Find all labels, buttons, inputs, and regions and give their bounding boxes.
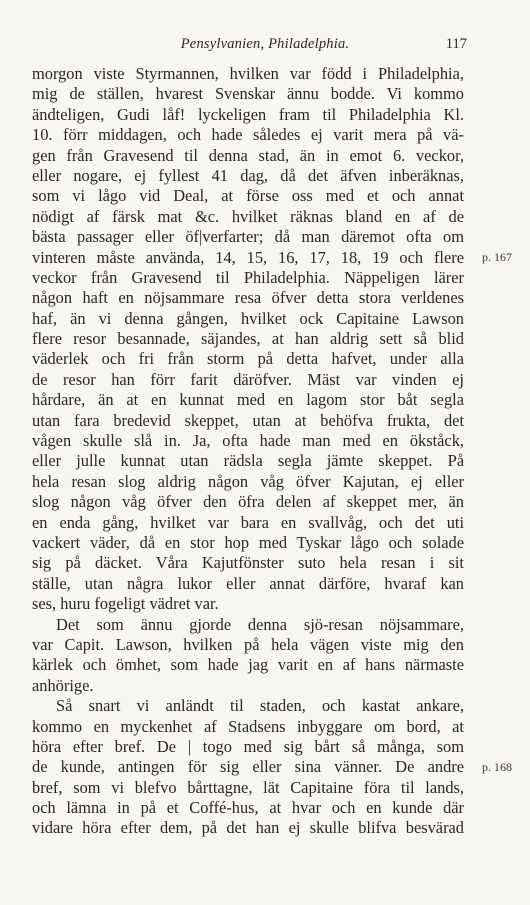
text-line: mig de ställen, hvarest Svenskar ännu bodde. Vi kommo [32, 84, 464, 104]
text-line: slog någon våg öfver den öfra delen af skeppet mer, än [32, 492, 464, 512]
text-line: haf, än vi denna gången, hvilket ock Capitaine Lawson [32, 308, 464, 328]
text-line: gen från Gravesend til denna stad, än in emot 6. veckor, [32, 145, 464, 165]
text-line: ställe, utan några lukor eller annat därföre, hvaraf kan [32, 573, 464, 593]
text-line: Det som ännu gjorde denna sjö-resan nöjsammare, [56, 614, 464, 634]
text-line: vågen skulle slå in. Ja, ofta hade man med en ökståck, [32, 431, 464, 451]
text-line: bästa passager eller öf|verfarter; då man däremot ofta om [32, 227, 464, 247]
margin-page-reference: p. 168 [482, 760, 512, 774]
text-line: kommo en myckenhet af Stadsens inbyggare om bord, at [32, 716, 464, 736]
text-line: morgon viste Styrmannen, hvilken var född i Philadelphia, [32, 64, 464, 83]
text-line: och lämna in på et Coffé-hus, at hvar och en kunde där [32, 798, 464, 818]
text-line: hela resan slog aldrig någon våg öfver Kajutan, ej eller [32, 471, 464, 491]
text-line: veckor från Gravesend til Philadelphia. Näppeligen lärer [32, 267, 464, 287]
body-text [32, 64, 464, 839]
text-line: vidare höra efter dem, på det han ej skulle blifva besvärad [32, 818, 464, 838]
margin-page-reference: p. 167 [482, 250, 512, 264]
text-line: var Capit. Lawson, hvilken på hela vägen viste mig den [32, 634, 464, 654]
text-line: som vi lågo vid Deal, at förse oss med et och annat [32, 186, 464, 206]
text-line: flere resor besannade, säjandes, at han aldrig sett så blid [32, 329, 464, 349]
page-number: 117 [445, 36, 467, 52]
text-line: någon haft en nöjsammare resa öfver detta stora verldenes [32, 288, 464, 308]
running-head [0, 36, 530, 56]
text-line: väderlek och fri från storm på detta hafvet, under alla [32, 349, 464, 369]
text-line: vackert väder, då en stor hop med Tyskar lågo och solade [32, 532, 464, 552]
text-line: de kunde, antingen för sig eller sina vänner. De andre [32, 757, 464, 777]
text-line: anhörige. [32, 675, 94, 695]
text-line: 10. förr middagen, och hade således ej varit mera på vä- [32, 125, 464, 145]
text-line: en enda gång, hvilket var bara en svallvåg, och det uti [32, 512, 464, 532]
text-line: vinteren måste använda, 14, 15, 16, 17, 18, 19 och flere [32, 247, 464, 267]
text-line: eller nogare, ej fyllest 41 dag, då det äfven inberäknas, [32, 165, 464, 185]
text-line: sig på däcket. Våra Kajutfönster suto hela resan i sit [32, 553, 464, 573]
running-title: Pensylvanien, Philadelphia. [180, 36, 350, 52]
text-line: de resor han förr farit däröfver. Mäst var vinden ej [32, 369, 464, 389]
text-line: nödigt af färsk mat &c. hvilket räknas bland en af de [32, 206, 464, 226]
text-line: höra efter bref. De | togo med sig bårt så många, som [32, 736, 464, 756]
text-line: kärlek och ömhet, som hade jag varit en af hans närmaste [32, 655, 464, 675]
text-line: Så snart vi anländt til staden, och kastat ankare, [56, 696, 464, 716]
text-line: utan fara bredevid skeppet, utan at behöfva frukta, det [32, 410, 464, 430]
text-line: ändteligen, Gudi låf! lyckeligen fram til Philadelphia Kl. [32, 104, 464, 124]
text-line: eller julle kunnat utan rädsla segla jämte skeppet. På [32, 451, 464, 471]
text-line: ses, huru fogeligt vädret var. [32, 594, 219, 614]
text-line: bref, som vi blefvo bårttagne, lät Capitaine föra til lands, [32, 777, 464, 797]
text-line: hårdare, än at en kunnat med en lagom stor båt segla [32, 390, 464, 410]
